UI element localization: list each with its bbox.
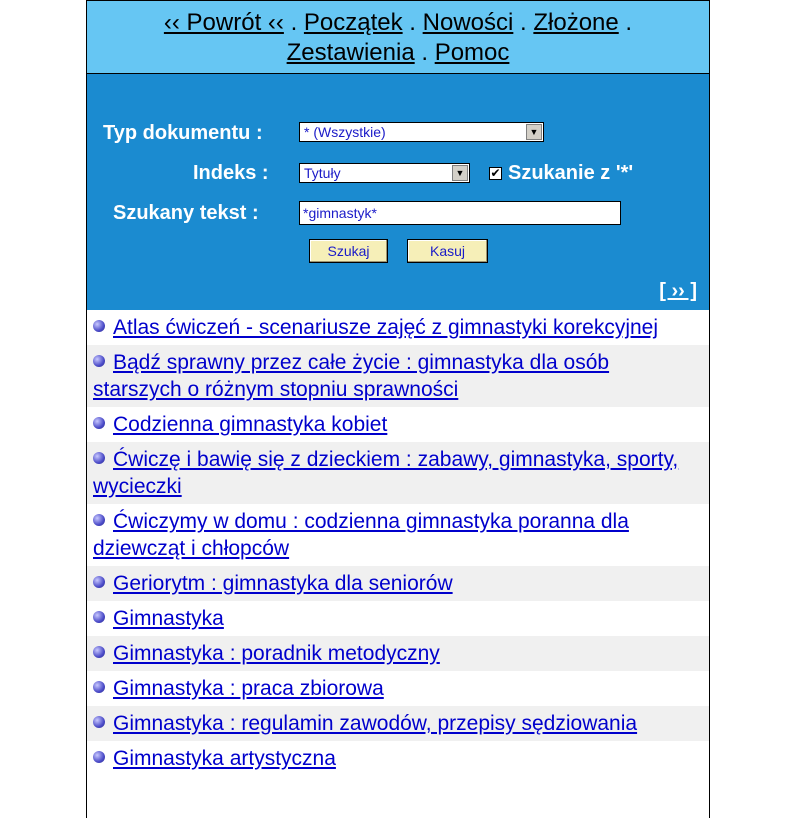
list-item (87, 671, 709, 706)
page-frame (86, 0, 710, 818)
bullet-icon (93, 646, 105, 658)
bullet-icon (93, 716, 105, 728)
search-text-label: Szukany tekst : (113, 202, 259, 224)
nav-separator: . (290, 9, 298, 36)
list-item (87, 741, 709, 776)
list-item (87, 442, 709, 504)
result-link[interactable]: Gimnastyka artystyczna (113, 747, 336, 770)
bullet-icon (93, 576, 105, 588)
search-input-value: *gimnastyk* (303, 205, 377, 221)
bullet-icon (93, 320, 105, 332)
result-link[interactable]: Ćwiczę i bawię się z dzieckiem : zabawy, gimnastyka, sporty, wycieczki (93, 448, 679, 498)
bullet-icon (93, 355, 105, 367)
bullet-icon (93, 452, 105, 464)
nav-back-link[interactable]: ‹‹ Powrót ‹‹ (163, 9, 284, 36)
list-item (87, 601, 709, 636)
result-link[interactable]: Ćwiczymy w domu : codzienna gimnastyka poranna dla dziewcząt i chłopców (93, 510, 629, 560)
nav-start-link[interactable]: Początek (303, 9, 403, 36)
nav-separator: . (421, 39, 429, 66)
nav-separator: . (520, 9, 527, 36)
bullet-icon (93, 751, 105, 763)
result-link[interactable]: Gimnastyka : regulamin zawodów, przepisy sędziowania (113, 712, 638, 735)
chevron-down-icon: ▼ (526, 124, 542, 140)
result-link[interactable]: Gimnastyka (113, 607, 224, 630)
chevron-down-icon: ▼ (452, 165, 468, 181)
nav-news-link[interactable]: Nowości (422, 9, 514, 36)
doc-type-value: * (Wszystkie) (304, 124, 386, 140)
nav-separator: . (409, 9, 416, 36)
index-label: Indeks : (193, 162, 269, 184)
search-panel (87, 74, 709, 310)
list-item (87, 407, 709, 442)
bullet-icon (93, 681, 105, 693)
wildcard-label: Szukanie z '*' (508, 162, 634, 184)
search-input[interactable] (299, 201, 621, 225)
result-link[interactable]: Gimnastyka : praca zbiorowa (113, 677, 384, 700)
next-page-link[interactable]: [ ›› ] (659, 280, 697, 302)
bullet-icon (93, 417, 105, 429)
result-link[interactable]: Codzienna gimnastyka kobiet (113, 413, 388, 436)
index-select[interactable] (299, 163, 470, 183)
bullet-icon (93, 514, 105, 526)
result-link[interactable]: Atlas ćwiczeń - scenariusze zajęć z gimnastyki korekcyjnej (113, 316, 659, 339)
nav-complex-link[interactable]: Złożone (533, 9, 619, 36)
search-button[interactable]: Szukaj (309, 239, 388, 263)
wildcard-checkbox[interactable]: ✔ (490, 166, 501, 180)
results-list (87, 310, 709, 776)
nav-separator: . (625, 9, 633, 36)
clear-button[interactable]: Kasuj (407, 239, 488, 263)
list-item (87, 706, 709, 741)
top-navigation (87, 0, 709, 74)
doc-type-select[interactable] (299, 122, 544, 142)
nav-lists-link[interactable]: Zestawienia (286, 39, 415, 66)
doc-type-label: Typ dokumentu : (103, 122, 263, 144)
list-item (87, 345, 709, 407)
list-item (87, 504, 709, 566)
result-link[interactable]: Geriorytm : gimnastyka dla seniorów (113, 572, 453, 595)
index-value: Tytuły (304, 165, 341, 181)
nav-help-link[interactable]: Pomoc (434, 39, 510, 66)
list-item (87, 636, 709, 671)
bullet-icon (93, 611, 105, 623)
list-item (87, 566, 709, 601)
result-link[interactable]: Gimnastyka : poradnik metodyczny (113, 642, 440, 665)
list-item (87, 310, 709, 345)
result-link[interactable]: Bądź sprawny przez całe życie : gimnastyka dla osób starszych o różnym stopniu sprawności (93, 351, 610, 401)
